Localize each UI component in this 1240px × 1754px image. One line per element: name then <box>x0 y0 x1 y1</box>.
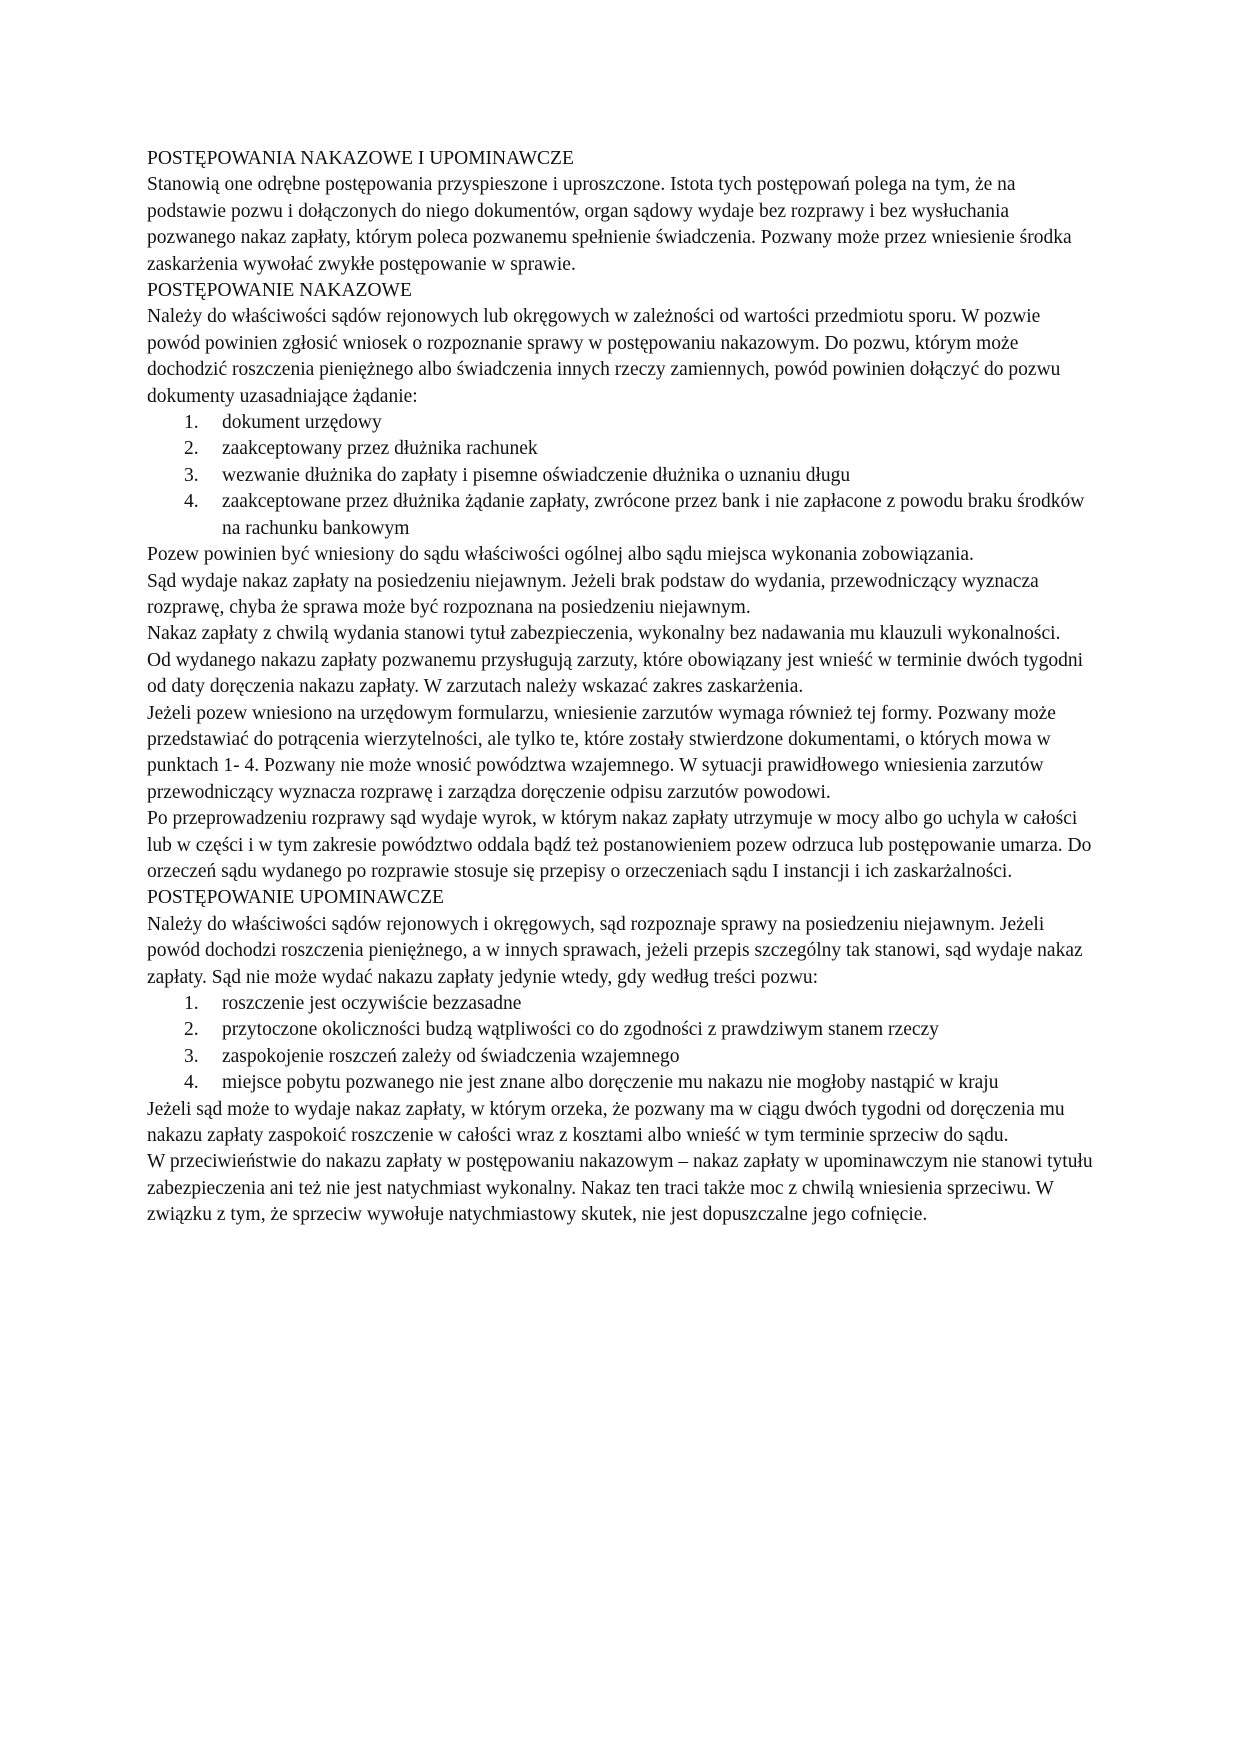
list-item <box>184 463 1097 489</box>
list-item-number: 3. <box>184 464 199 486</box>
paragraph: Od wydanego nakazu zapłaty pozwanemu przysługują zarzuty, które obowiązany jest wnieść w terminie dwóch tygodni od daty doręczenia nakazu zapłaty. W zarzutach należy wskazać zakres zaskarżenia. <box>147 649 1084 698</box>
paragraph: Po przeprowadzeniu rozprawy sąd wydaje wyrok, w którym nakaz zapłaty utrzymuje w mocy albo go uchyla w całości lub w części i w tym zakresie powództwo oddala bądź też postanowieniem pozew odrzuca lub postępowanie umarza. Do orzeczeń sądu wydanego po rozprawie stosuje się przepisy o orzeczeniach sądu I instancji i ich zaskarżalności. <box>147 808 1092 882</box>
list-item-text: zaspokojenie roszczeń zależy od świadczenia wzajemnego <box>222 1045 680 1067</box>
list-item-number: 2. <box>184 438 199 460</box>
paragraph: Jeżeli sąd może to wydaje nakaz zapłaty, w którym orzeka, że pozwany ma w ciągu dwóch tygodni od doręczenia mu nakazu zapłaty zaspokoić roszczenie w całości wraz z kosztami albo wnieść w tym terminie sprzeciw do sądu. <box>147 1098 1065 1147</box>
list-item-number: 4. <box>184 491 199 513</box>
list-item-text: zaakceptowany przez dłużnika rachunek <box>222 438 538 460</box>
conditions-list <box>147 991 1097 1097</box>
list-item-number: 4. <box>184 1072 199 1094</box>
paragraph: Należy do właściwości sądów rejonowych lub okręgowych w zależności od wartości przedmiotu sporu. W pozwie powód powinien zgłosić wniosek o rozpoznanie sprawy w postępowaniu nakazowym. Do pozwu, którym może dochodzić roszczenia pieniężnego albo świadczenia innych rzeczy zamiennych, powód powinien dołączyć do pozwu dokumenty uzasadniające żądanie: <box>147 306 1061 407</box>
list-item-text: miejsce pobytu pozwanego nie jest znane albo doręczenie mu nakazu nie mogłoby nastąpić w kraju <box>222 1072 999 1094</box>
list-item-number: 2. <box>184 1019 199 1041</box>
list-item-number: 3. <box>184 1045 199 1067</box>
section-heading-nakazowe: POSTĘPOWANIE NAKAZOWE <box>147 280 412 302</box>
intro-paragraph: Stanowią one odrębne postępowania przyspieszone i uproszczone. Istota tych postępowań polega na tym, że na podstawie pozwu i dołączonych do niego dokumentów, organ sądowy wydaje bez rozprawy i bez wysłuchania pozwanego nakaz zapłaty, którym poleca pozwanemu spełnienie świadczenia. Pozwany może przez wniesienie środka zaskarżenia wywołać zwykłe postępowanie w sprawie. <box>147 174 1072 275</box>
list-item <box>184 1070 1097 1096</box>
list-item <box>184 410 1097 436</box>
list-item-text: przytoczone okoliczności budzą wątpliwości co do zgodności z prawdziwym stanem rzeczy <box>222 1019 939 1041</box>
document-page <box>147 146 1097 1229</box>
section-heading-upominawcze: POSTĘPOWANIE UPOMINAWCZE <box>147 887 444 909</box>
list-item-text: roszczenie jest oczywiście bezzasadne <box>222 993 522 1014</box>
list-item <box>184 1044 1097 1070</box>
list-item <box>184 991 1097 1017</box>
list-item <box>184 436 1097 462</box>
document-title: POSTĘPOWANIA NAKAZOWE I UPOMINAWCZE <box>147 148 574 169</box>
paragraph: Należy do właściwości sądów rejonowych i okręgowych, sąd rozpoznaje sprawy na posiedzeniu niejawnym. Jeżeli powód dochodzi roszczenia pieniężnego, a w innych sprawach, jeżeli przepis szczególny tak stanowi, sąd wydaje nakaz zapłaty. Sąd nie może wydać nakazu zapłaty jedynie wtedy, gdy według treści pozwu: <box>147 913 1083 988</box>
paragraph: W przeciwieństwie do nakazu zapłaty w postępowaniu nakazowym – nakaz zapłaty w upominawczym nie stanowi tytułu zabezpieczenia ani też nie jest natychmiast wykonalny. Nakaz ten traci także moc z chwilą wniesienia sprzeciwu. W związku z tym, że sprzeciw wywołuje natychmiastowy skutek, nie jest dopuszczalne jego cofnięcie. <box>147 1151 1093 1226</box>
paragraph: Sąd wydaje nakaz zapłaty na posiedzeniu niejawnym. Jeżeli brak podstaw do wydania, przewodniczący wyznacza rozprawę, chyba że sprawa może być rozpoznana na posiedzeniu niejawnym. <box>147 570 1039 618</box>
documents-list <box>147 410 1097 542</box>
list-item-text: zaakceptowane przez dłużnika żądanie zapłaty, zwrócone przez bank i nie zapłacone z powodu braku środków na rachunku bankowym <box>222 491 1085 539</box>
list-item-text: wezwanie dłużnika do zapłaty i pisemne oświadczenie dłużnika o uznaniu długu <box>222 464 851 486</box>
paragraph: Nakaz zapłaty z chwilą wydania stanowi tytuł zabezpieczenia, wykonalny bez nadawania mu klauzuli wykonalności. <box>147 623 1061 645</box>
list-item-text: dokument urzędowy <box>222 412 382 434</box>
list-item <box>184 1017 1097 1043</box>
paragraph: Pozew powinien być wniesiony do sądu właściwości ogólnej albo sądu miejsca wykonania zobowiązania. <box>147 544 974 566</box>
list-item-number: 1. <box>184 993 199 1014</box>
list-item-number: 1. <box>184 412 199 434</box>
list-item <box>184 489 1097 542</box>
paragraph: Jeżeli pozew wniesiono na urzędowym formularzu, wniesienie zarzutów wymaga również tej formy. Pozwany może przedstawiać do potrącenia wierzytelności, ale tylko te, które zostały stwierdzone dokumentami, o których mowa w punktach 1- 4. Pozwany nie może wnosić powództwa wzajemnego. W sytuacji prawidłowego wniesienia zarzutów przewodniczący wyznacza rozprawę i zarządza doręczenie odpisu zarzutów powodowi. <box>147 702 1056 803</box>
